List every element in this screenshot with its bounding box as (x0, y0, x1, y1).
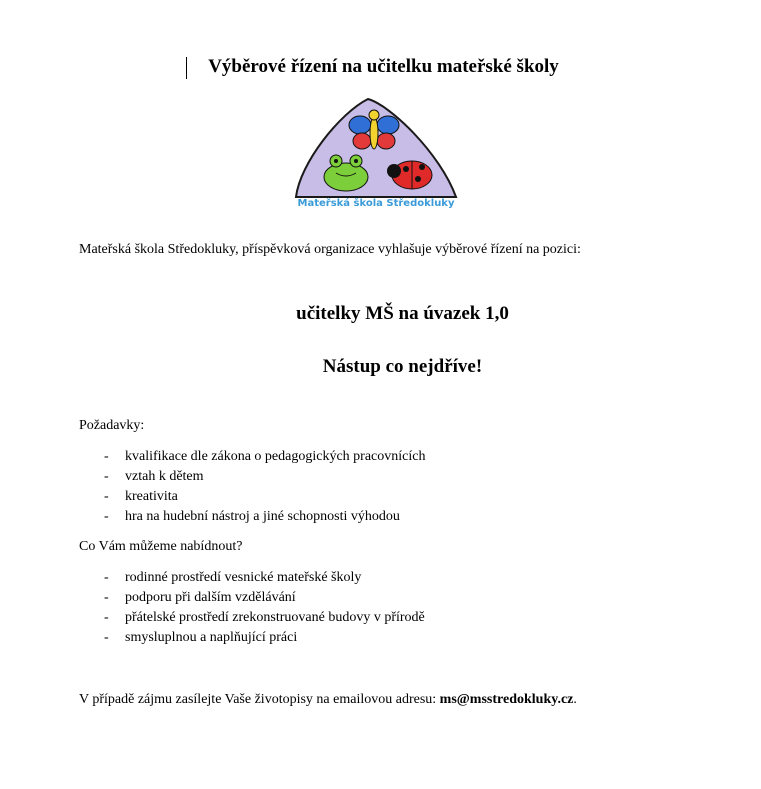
requirements-label: Požadavky: (79, 418, 145, 433)
start-heading: Nástup co nejdříve! (322, 356, 483, 377)
intro-text: Mateřská škola Středokluky, příspěvková organizace vyhlašuje výběrové řízení na pozici: (79, 242, 581, 257)
list-item: - kreativita (104, 489, 178, 504)
list-item: - podporu při dalším vzdělávání (104, 590, 296, 605)
position-heading: učitelky MŠ na úvazek 1,0 (296, 303, 509, 324)
contact-line: V případě zájmu zasílejte Vaše životopisy na emailovou adresu: ms@msstredokluky.cz. (79, 692, 577, 707)
logo-caption: Mateřská škola Středokluky (297, 198, 455, 209)
list-item: - hra na hudební nástroj a jiné schopnosti výhodou (104, 509, 400, 524)
list-item: - rodinné prostředí vesnické mateřské školy (104, 570, 362, 585)
list-item: - vztah k dětem (104, 469, 204, 484)
list-item: - přátelské prostředí zrekonstruované budovy v přírodě (104, 610, 425, 625)
list-item: - kvalifikace dle zákona o pedagogických pracovnících (104, 449, 426, 464)
school-logo (290, 93, 462, 215)
offer-label: Co Vám můžeme nabídnout? (79, 539, 243, 554)
contact-text: V případě zájmu zasílejte Vaše životopisy na emailovou adresu: (79, 692, 440, 707)
list-item: - smysluplnou a naplňující práci (104, 630, 298, 645)
offer-list (104, 568, 425, 648)
contact-email[interactable]: ms@msstredokluky.cz (439, 692, 574, 707)
document-title: Výběrové řízení na učitelku mateřské školy (208, 56, 559, 77)
requirements-list (104, 447, 425, 527)
